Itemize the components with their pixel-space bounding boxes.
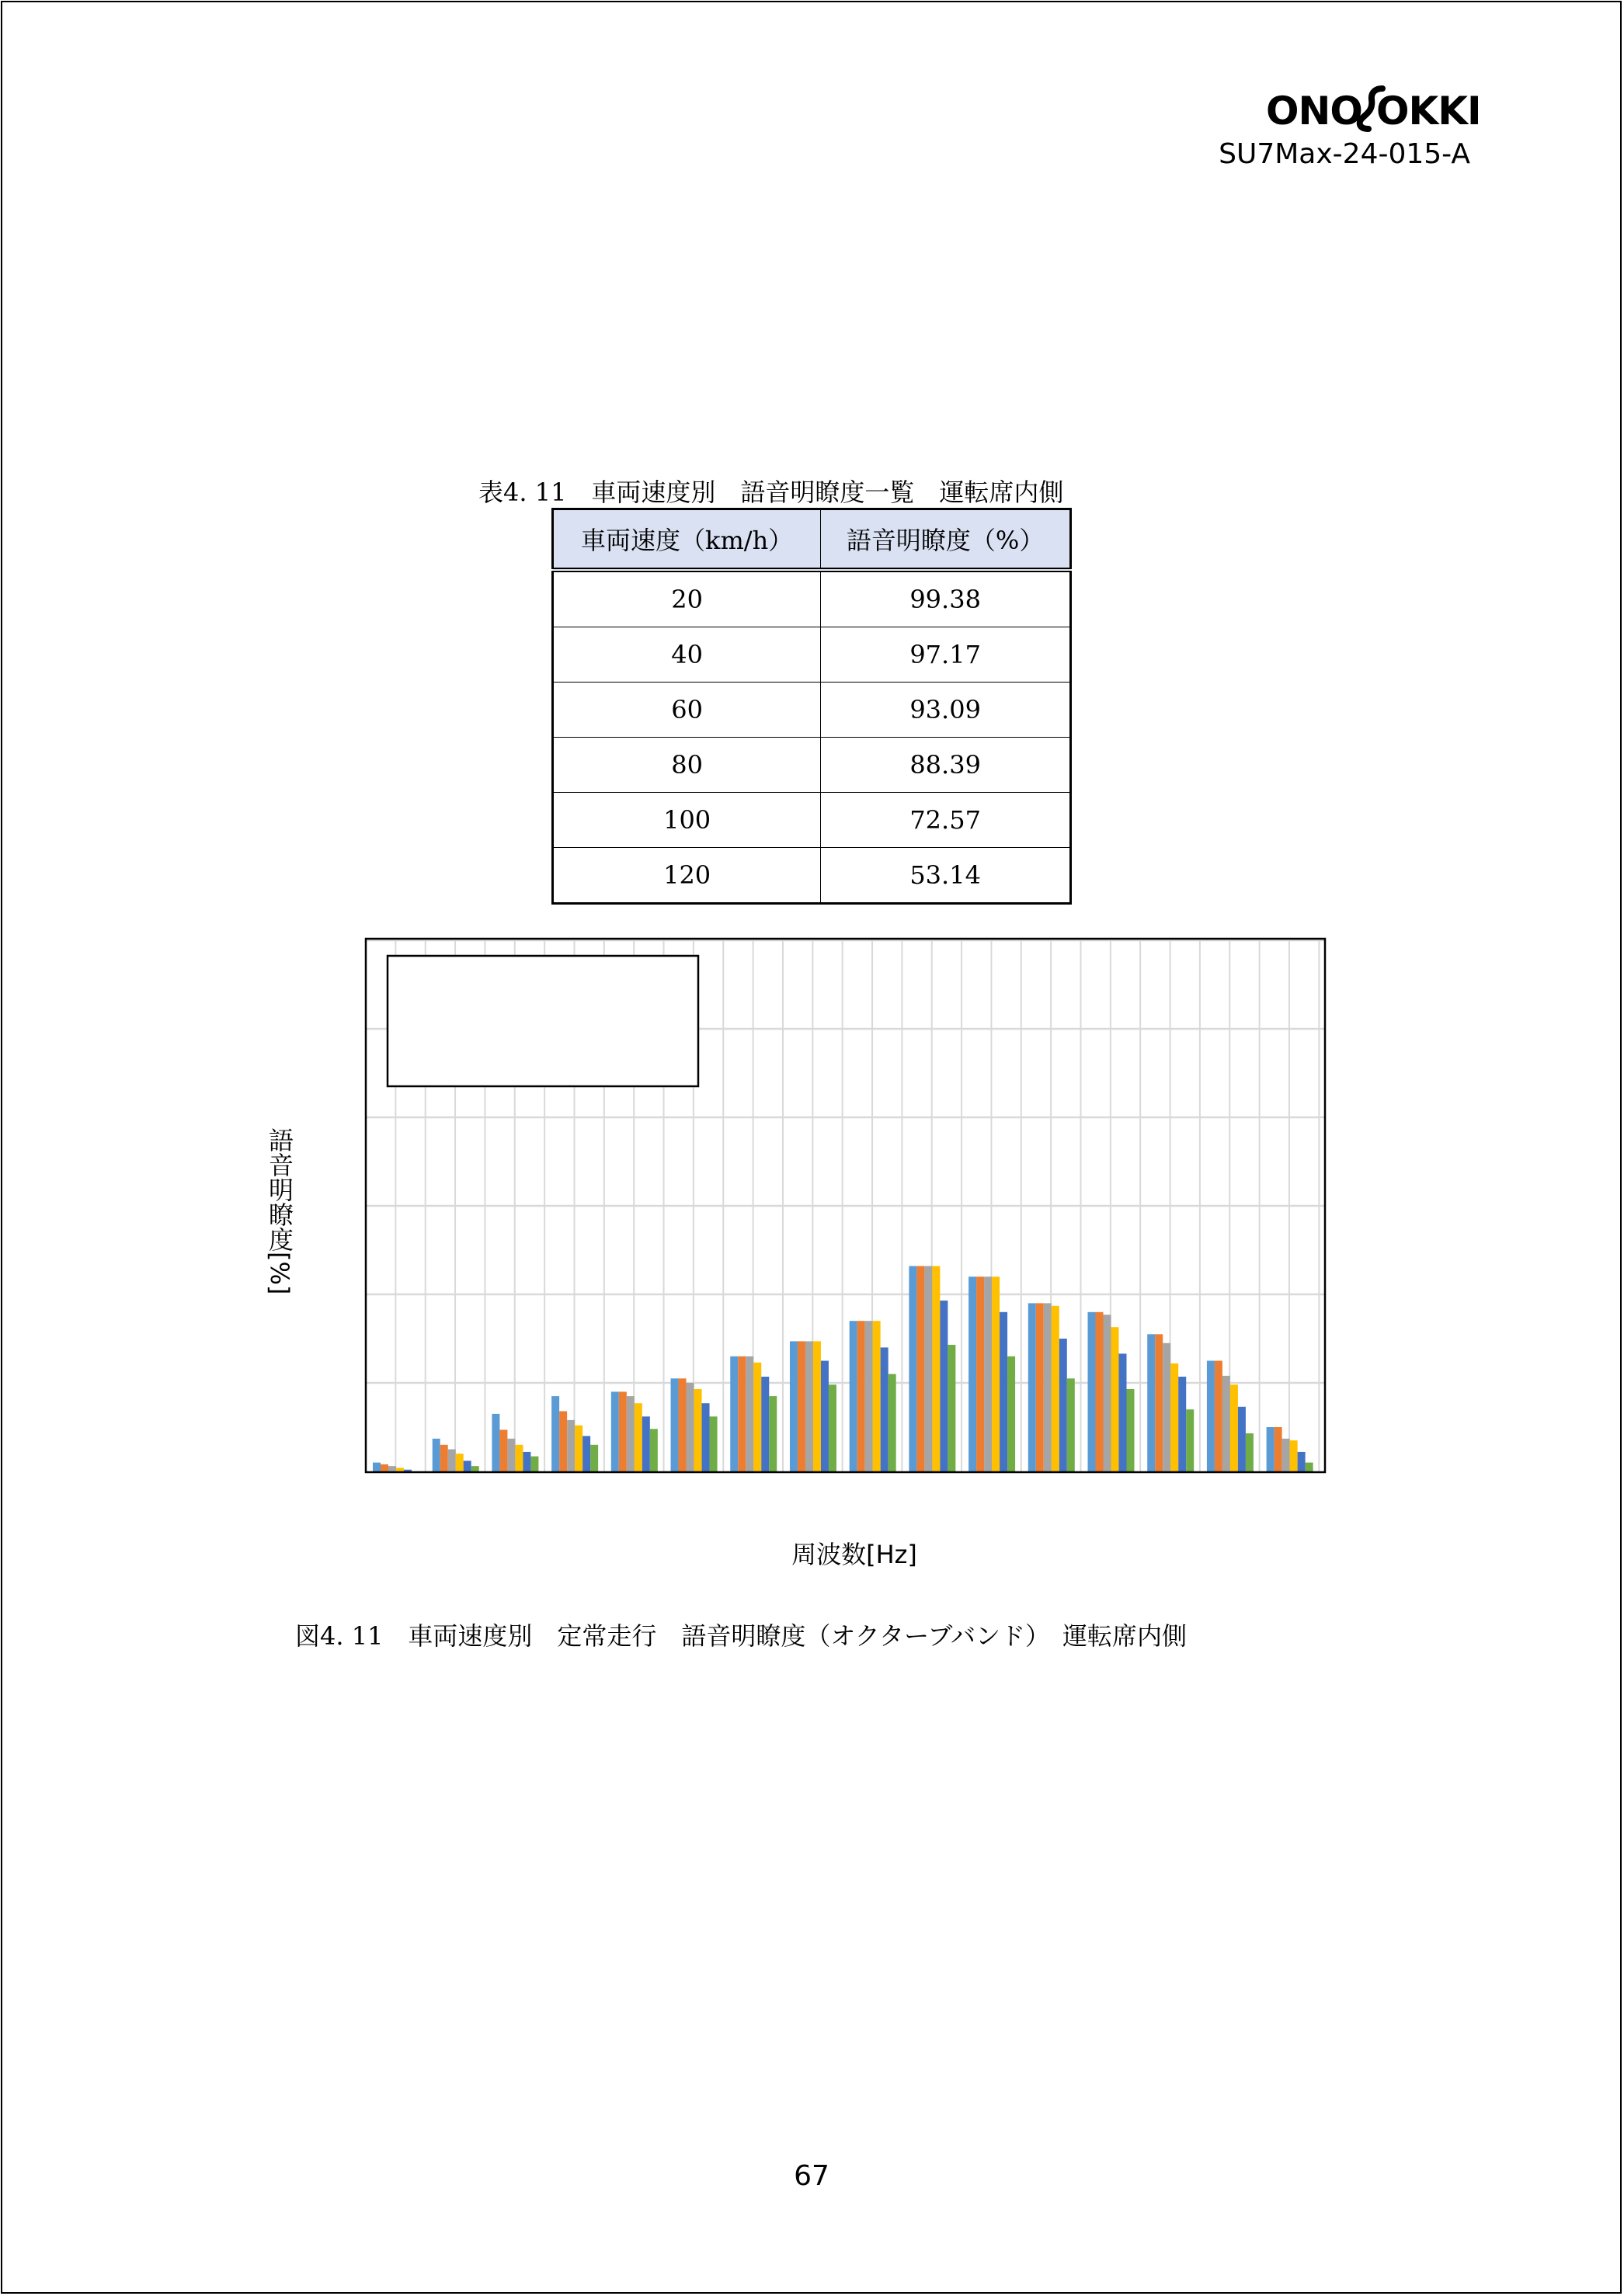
bar-series-2-category-12 <box>1036 1303 1044 1471</box>
bar-series-4-category-12 <box>1052 1306 1059 1471</box>
bar-series-1-category-5 <box>611 1391 619 1471</box>
cell-speed: 100 <box>553 793 821 848</box>
cell-speed: 20 <box>553 570 821 627</box>
bar-series-4-category-16 <box>1290 1440 1298 1471</box>
bar-series-5-category-10 <box>940 1301 948 1471</box>
bar-series-6-category-6 <box>710 1416 718 1471</box>
cell-speed: 80 <box>553 738 821 793</box>
bar-series-5-category-12 <box>1059 1339 1067 1471</box>
cell-intelligibility: 99.38 <box>821 570 1071 627</box>
bar-series-3-category-16 <box>1282 1439 1290 1471</box>
bar-series-1-category-8 <box>790 1341 798 1471</box>
cell-intelligibility: 88.39 <box>821 738 1071 793</box>
cell-speed: 120 <box>553 848 821 904</box>
bar-series-5-category-13 <box>1118 1353 1126 1471</box>
bar-series-5-category-7 <box>761 1377 769 1471</box>
bar-series-1-category-7 <box>730 1356 738 1471</box>
bar-series-1-category-11 <box>968 1277 976 1471</box>
bar-series-2-category-14 <box>1155 1334 1163 1471</box>
bar-series-4-category-4 <box>575 1426 582 1471</box>
table-caption: 表4. 11 車両速度別 語音明瞭度一覧 運転席内側 <box>478 478 1064 507</box>
bar-series-3-category-11 <box>984 1277 992 1471</box>
bar-series-2-category-1 <box>381 1464 388 1471</box>
bar-series-1-category-10 <box>909 1266 916 1471</box>
bar-series-2-category-6 <box>679 1378 687 1471</box>
bar-series-3-category-6 <box>687 1383 694 1471</box>
bar-series-1-category-6 <box>671 1378 679 1471</box>
cell-intelligibility: 72.57 <box>821 793 1071 848</box>
bar-series-2-category-7 <box>738 1356 746 1471</box>
bar-series-6-category-9 <box>889 1374 896 1471</box>
bar-series-2-category-8 <box>798 1341 805 1471</box>
bar-series-4-category-15 <box>1230 1384 1238 1471</box>
bar-series-2-category-9 <box>857 1321 865 1471</box>
bar-series-6-category-3 <box>530 1457 538 1471</box>
bar-series-4-category-6 <box>694 1389 702 1471</box>
bar-series-4-category-10 <box>932 1266 940 1471</box>
chart-legend-box <box>388 956 698 1086</box>
bar-series-2-category-10 <box>916 1266 924 1471</box>
cell-intelligibility: 97.17 <box>821 627 1071 683</box>
logo-text-okki: OKKI <box>1376 89 1481 134</box>
bar-series-4-category-2 <box>456 1454 464 1471</box>
bar-series-2-category-13 <box>1095 1312 1103 1471</box>
figure-caption: 図4. 11 車両速度別 定常走行 語音明瞭度（オクターブバンド） 運転席内側 <box>295 1621 1187 1651</box>
bar-series-3-category-8 <box>805 1341 813 1471</box>
bar-series-6-category-7 <box>769 1396 777 1471</box>
bar-series-3-category-14 <box>1163 1343 1170 1471</box>
cell-intelligibility: 93.09 <box>821 683 1071 738</box>
bar-series-3-category-13 <box>1103 1315 1111 1471</box>
bar-series-6-category-10 <box>948 1345 955 1471</box>
bar-series-5-category-5 <box>642 1416 650 1471</box>
bar-series-4-category-14 <box>1170 1363 1178 1471</box>
bar-series-6-category-5 <box>650 1429 658 1471</box>
cell-speed: 40 <box>553 627 821 683</box>
bar-series-4-category-13 <box>1111 1327 1118 1471</box>
bar-series-5-category-14 <box>1178 1377 1186 1471</box>
bar-series-5-category-11 <box>1000 1312 1007 1471</box>
bar-series-6-category-16 <box>1306 1463 1313 1471</box>
column-header-intelligibility: 語音明瞭度（%） <box>821 509 1071 571</box>
bar-series-6-category-8 <box>829 1384 836 1471</box>
bar-series-2-category-2 <box>440 1445 448 1471</box>
bar-series-1-category-15 <box>1207 1361 1215 1472</box>
y-axis-label: 語音明瞭度[%] <box>265 1127 294 1295</box>
bar-series-5-category-9 <box>881 1347 889 1471</box>
bar-series-1-category-12 <box>1028 1303 1036 1471</box>
bar-series-1-category-1 <box>373 1463 381 1471</box>
bar-series-6-category-12 <box>1067 1378 1075 1471</box>
bar-series-1-category-2 <box>433 1439 440 1471</box>
bar-series-1-category-4 <box>551 1396 559 1471</box>
bar-series-6-category-15 <box>1246 1433 1254 1471</box>
logo-text-ono: ONO <box>1266 89 1362 134</box>
bar-series-3-category-7 <box>746 1356 753 1471</box>
bar-series-5-category-16 <box>1298 1452 1306 1471</box>
bar-series-5-category-1 <box>404 1470 412 1471</box>
bar-series-2-category-3 <box>499 1429 507 1471</box>
bar-series-4-category-8 <box>813 1341 821 1471</box>
bar-series-2-category-4 <box>559 1411 567 1471</box>
bar-series-3-category-1 <box>388 1466 396 1471</box>
bar-series-5-category-4 <box>582 1436 590 1471</box>
bar-series-1-category-16 <box>1267 1427 1275 1471</box>
bar-series-4-category-1 <box>396 1468 404 1471</box>
bar-series-5-category-6 <box>702 1403 710 1471</box>
bar-series-6-category-14 <box>1186 1409 1194 1471</box>
column-header-speed: 車両速度（km/h） <box>553 509 821 571</box>
x-axis-label: 周波数[Hz] <box>791 1540 917 1569</box>
bar-series-2-category-16 <box>1275 1427 1282 1471</box>
bar-series-4-category-7 <box>753 1363 761 1471</box>
bar-series-4-category-11 <box>992 1277 1000 1471</box>
bar-series-6-category-2 <box>471 1466 479 1471</box>
page-number: 67 <box>794 2160 829 2192</box>
document-number: SU7Max-24-015-A <box>1219 138 1470 170</box>
bar-series-1-category-3 <box>492 1414 499 1471</box>
bar-series-3-category-4 <box>567 1420 575 1471</box>
bar-series-2-category-11 <box>976 1277 984 1471</box>
bar-series-2-category-15 <box>1215 1361 1222 1472</box>
bar-series-2-category-5 <box>619 1391 627 1471</box>
bar-series-4-category-9 <box>873 1321 881 1471</box>
bar-series-4-category-3 <box>515 1445 523 1471</box>
bar-series-3-category-12 <box>1044 1303 1052 1471</box>
bar-series-1-category-9 <box>850 1321 857 1471</box>
bar-series-5-category-2 <box>464 1461 471 1471</box>
bar-series-4-category-5 <box>635 1403 642 1471</box>
bar-series-3-category-2 <box>448 1450 456 1472</box>
bar-series-3-category-5 <box>627 1396 635 1471</box>
bar-series-5-category-15 <box>1238 1407 1246 1471</box>
bar-series-6-category-13 <box>1126 1389 1134 1471</box>
bar-series-3-category-10 <box>924 1266 932 1471</box>
bar-series-1-category-14 <box>1147 1334 1155 1471</box>
bar-series-3-category-9 <box>865 1321 873 1471</box>
bar-series-5-category-3 <box>523 1452 530 1471</box>
bar-series-1-category-13 <box>1087 1312 1095 1471</box>
bar-series-3-category-3 <box>507 1439 515 1471</box>
bar-series-6-category-11 <box>1007 1356 1015 1471</box>
cell-intelligibility: 53.14 <box>821 848 1071 904</box>
cell-speed: 60 <box>553 683 821 738</box>
bar-series-5-category-8 <box>821 1361 829 1472</box>
bar-series-6-category-4 <box>590 1445 598 1471</box>
bar-series-3-category-15 <box>1222 1376 1230 1471</box>
